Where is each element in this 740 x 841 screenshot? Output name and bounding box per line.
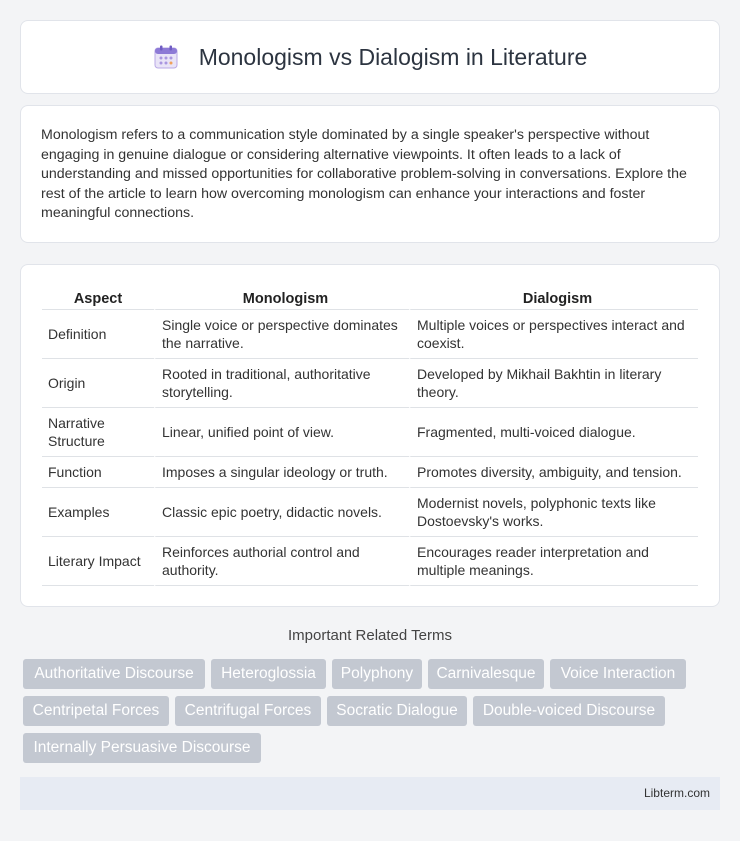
table-row — [42, 457, 698, 488]
monologism-cell: Single voice or perspective dominates the narrative. — [154, 310, 409, 359]
table-row — [42, 408, 698, 457]
term-tag[interactable]: Centrifugal Forces — [175, 696, 321, 726]
monologism-cell: Imposes a singular ideology or truth. — [154, 457, 409, 488]
table-row — [42, 359, 698, 408]
table-header-row — [42, 285, 698, 310]
aspect-cell: Literary Impact — [42, 537, 154, 586]
dialogism-cell: Encourages reader interpretation and multiple meanings. — [409, 537, 698, 586]
comparison-table — [42, 285, 698, 586]
term-tag[interactable]: Authoritative Discourse — [23, 659, 205, 689]
related-terms-title: Important Related Terms — [288, 627, 452, 644]
term-tag[interactable]: Polyphony — [332, 659, 422, 689]
term-tag[interactable]: Centripetal Forces — [23, 696, 169, 726]
term-tag[interactable]: Double-voiced Discourse — [473, 696, 665, 726]
dialogism-cell: Promotes diversity, ambiguity, and tension. — [409, 457, 698, 488]
term-tag[interactable]: Socratic Dialogue — [327, 696, 467, 726]
term-tag[interactable]: Internally Persuasive Discourse — [23, 733, 261, 763]
term-tag[interactable]: Carnivalesque — [428, 659, 544, 689]
table-row — [42, 488, 698, 537]
comparison-card — [20, 264, 720, 607]
monologism-cell: Reinforces authorial control and authority. — [154, 537, 409, 586]
footer-site-link[interactable]: Libterm.com — [643, 786, 710, 800]
aspect-cell: Definition — [42, 310, 154, 359]
monologism-cell: Rooted in traditional, authoritative storytelling. — [154, 359, 409, 408]
dialogism-cell: Multiple voices or perspectives interact and coexist. — [409, 310, 698, 359]
intro-card — [20, 105, 720, 243]
term-tag[interactable]: Heteroglossia — [211, 659, 326, 689]
dialogism-cell: Fragmented, multi-voiced dialogue. — [409, 408, 698, 457]
monologism-cell: Linear, unified point of view. — [154, 408, 409, 457]
aspect-cell: Examples — [42, 488, 154, 537]
intro-paragraph: Monologism refers to a communication style dominated by a single speaker's perspective without engaging in genuine dialogue or considering alternative viewpoints. It often leads to a lack of understanding and missed opportunities for collaborative problem-solving in conversations. Explore the rest of the article to learn how overcoming monologism can enhance your interactions and foster meaningful connections. — [41, 127, 687, 222]
header-aspect: Aspect — [42, 285, 154, 310]
header-dialogism: Dialogism — [409, 285, 698, 310]
calendar-icon — [153, 44, 179, 70]
monologism-cell: Classic epic poetry, didactic novels. — [154, 488, 409, 537]
header-card — [20, 20, 720, 94]
footer — [20, 777, 720, 810]
aspect-cell: Function — [42, 457, 154, 488]
page-title: Monologism vs Dialogism in Literature — [198, 43, 588, 70]
dialogism-cell: Modernist novels, polyphonic texts like Dostoevsky's works. — [409, 488, 698, 537]
term-tag[interactable]: Voice Interaction — [550, 659, 686, 689]
aspect-cell: Origin — [42, 359, 154, 408]
table-row — [42, 537, 698, 586]
aspect-cell: Narrative Structure — [42, 408, 154, 457]
dialogism-cell: Developed by Mikhail Bakhtin in literary theory. — [409, 359, 698, 408]
table-row — [42, 310, 698, 359]
header-monologism: Monologism — [154, 285, 409, 310]
